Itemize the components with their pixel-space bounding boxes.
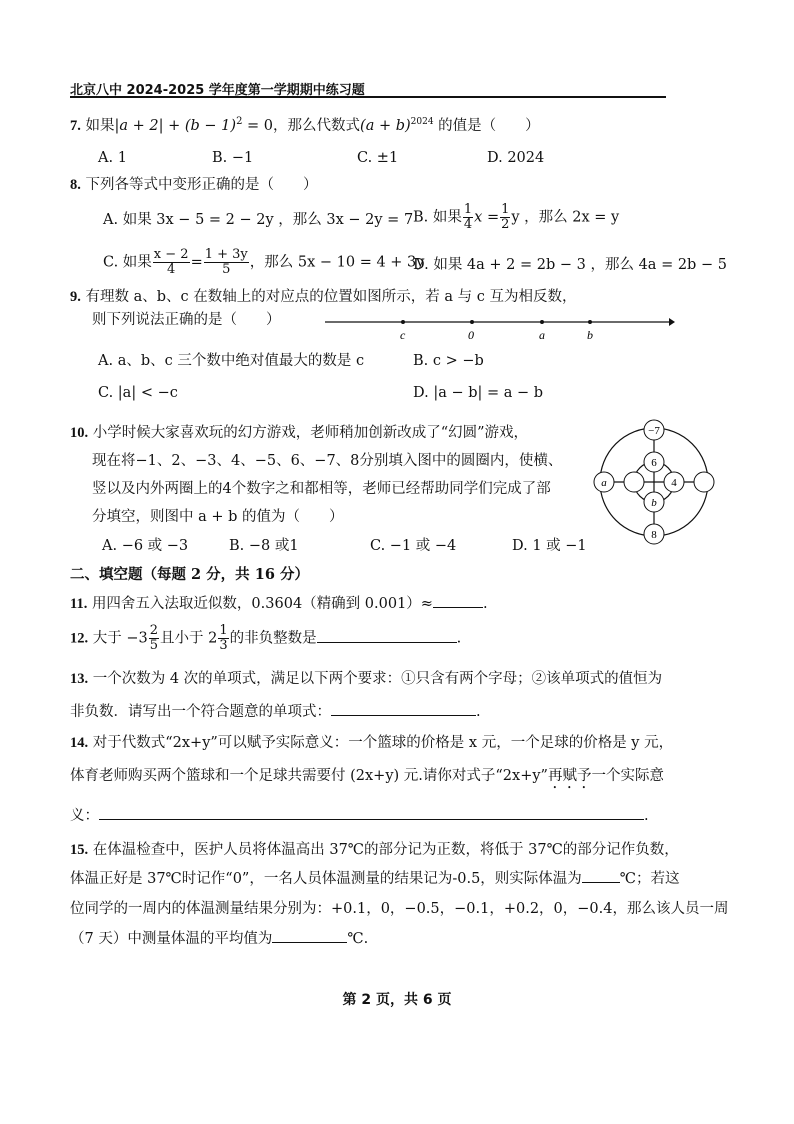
circle-right: [694, 472, 714, 492]
q7-stem: [70, 112, 540, 136]
q8-option-d: D. 如果 4a + 2 = 2b − 3 ，那么 4a = 2b − 5: [413, 257, 727, 273]
q8-stem: [70, 175, 317, 195]
page-footer: 第 2 页，共 6 页: [342, 992, 452, 1008]
q8-b-post: y ，那么 2x = y: [511, 209, 620, 226]
point-c: [401, 320, 405, 324]
q8-b-frac1-num: 1: [463, 202, 473, 217]
q13-answer-blank[interactable]: [331, 715, 476, 716]
q8-option-b: [413, 203, 619, 232]
q15-text4b: ℃.: [347, 931, 369, 947]
q10-line3: 竖以及内外两圈上的4个数字之和都相等，老师已经帮助同学们完成了部: [92, 481, 551, 497]
q14-line3: [70, 806, 649, 826]
q8-b-frac2-den: 2: [501, 217, 510, 232]
q8-c-frac2-num: 1 + 3y: [204, 247, 248, 262]
q7-text-b: = 0，那么代数式: [242, 117, 361, 134]
q13-number: 13.: [70, 671, 89, 687]
q9-option-b: B. c > −b: [413, 353, 484, 369]
section2-title: 二、填空题（每题 2 分，共 16 分）: [70, 566, 309, 583]
q8-c-eq: =: [190, 254, 203, 271]
q9-line2: 则下列说法正确的是（ ）: [92, 312, 281, 328]
q12-post: 的非负整数是: [229, 630, 317, 647]
q7-text-c: 的值是（ ）: [433, 117, 540, 134]
q8-b-pre: B. 如果: [413, 209, 462, 226]
q8-b-frac1: [463, 203, 473, 232]
label-b: b: [587, 328, 593, 342]
circle-inner-left: [624, 472, 644, 492]
q8-c-frac1-num: x − 2: [153, 247, 189, 262]
q7-number: 7.: [70, 117, 81, 134]
q12-frac1-den: 5: [149, 638, 158, 653]
q12-frac1-num: 2: [149, 623, 158, 638]
circle-top-value: −7: [648, 425, 660, 437]
circle-bottom-value: 8: [651, 529, 657, 541]
q12-mid: 且小于 2: [160, 630, 218, 647]
q7-option-a: A. 1: [98, 150, 127, 166]
q8-c-frac1: [153, 248, 190, 277]
q10-option-c: C. −1 或 −4: [370, 538, 457, 554]
q12-answer-blank[interactable]: [317, 642, 457, 643]
q12-frac2: [218, 624, 228, 653]
q11-answer-blank[interactable]: [433, 607, 483, 608]
q7-option-b: B. −1: [212, 150, 254, 166]
page-header: 北京八中 2024-2025 学年度第一学期期中练习题: [70, 83, 365, 98]
q15-answer-blank-2[interactable]: [272, 942, 347, 943]
q7-exponent: 2024: [410, 117, 434, 127]
q10-line2: 现在将−1、2、−3、4、−5、6、−7、8分别填入图中的圆圈内，使横、: [92, 453, 563, 469]
point-b: [588, 320, 592, 324]
point-0: [470, 320, 474, 324]
q15-line2: [70, 869, 680, 889]
q7-expr: (a + b): [360, 117, 411, 134]
q13-text1: 一个次数为 4 次的单项式，满足以下两个要求：①只含有两个字母；②该单项式的值恒为: [92, 671, 663, 687]
q14-end: .: [644, 808, 649, 824]
q12-end: .: [456, 630, 462, 647]
axis-arrow: [669, 318, 675, 326]
q10-line4: 分填空，则图中 a + b 的值为（ ）: [92, 509, 344, 525]
q14-text2c: 一个实际意: [591, 768, 664, 784]
q14-line2: [70, 766, 664, 792]
q15-line1: [70, 840, 679, 860]
q8-b-frac1-den: 4: [463, 217, 473, 232]
q14-text2a: 体育老师购买两个篮球和一个足球共需要付 (2x+y) 元.请你对式子“2x+y”: [70, 768, 548, 784]
q9-stem: [70, 287, 576, 307]
q10-option-b: B. −8 或1: [229, 538, 299, 554]
q13-end: .: [476, 704, 481, 720]
point-a: [540, 320, 544, 324]
q12-pre: 大于 −3: [92, 630, 148, 647]
q13-line1: [70, 669, 662, 689]
q15-line3: 位同学的一周内的体温测量结果分别为：+0.1，0，−0.5，−0.1，+0.2，0，−0.4，那么该人员一周: [70, 901, 729, 917]
label-a: a: [539, 328, 545, 342]
q7-option-d: D. 2024: [487, 150, 545, 166]
q10-text1: 小学时候大家喜欢玩的幻方游戏，老师稍加创新改成了“幻圆”游戏，: [92, 425, 529, 441]
q8-b-frac2: [500, 203, 510, 232]
q8-c-frac2-den: 5: [222, 262, 231, 277]
q11-text: 用四舍五入法取近似数，0.3604（精确到 0.001）≈: [91, 596, 433, 612]
q13-text2: 非负数．请写出一个符合题意的单项式：: [70, 704, 331, 720]
q12-frac1: [149, 624, 159, 653]
q8-text: 下列各等式中变形正确的是（ ）: [85, 177, 318, 193]
q8-option-c: [103, 248, 424, 277]
q10-option-d: D. 1 或 −1: [512, 538, 587, 554]
q15-text1: 在体温检查中，医护人员将体温高出 37℃的部分记为正数，将低于 37℃的部分记作负数，: [92, 842, 679, 858]
q15-number: 15.: [70, 842, 89, 858]
circle-inner-bottom-value: b: [651, 497, 657, 509]
q14-answer-blank[interactable]: [99, 819, 644, 820]
q8-b-mid: x =: [474, 209, 500, 226]
q8-c-pre: C. 如果: [103, 254, 152, 271]
q9-number-line: [325, 312, 675, 348]
q7-abs-expr: |a + 2| + (b − 1): [114, 117, 237, 134]
q10-option-a: A. −6 或 −3: [102, 538, 189, 554]
circle-left-value: a: [601, 477, 607, 489]
circle-inner-right-value: 4: [671, 477, 677, 489]
q10-number: 10.: [70, 425, 89, 441]
q9-line1: 有理数 a、b、c 在数轴上的对应点的位置如图所示，若 a 与 c 互为相反数，: [85, 289, 577, 305]
q15-text2a: 体温正好是 37℃时记作“0”，一名人员体温测量的结果记为-0.5，则实际体温为: [70, 871, 582, 887]
q8-c-frac2: [204, 248, 249, 277]
q14-line1: [70, 733, 673, 753]
label-0: 0: [468, 328, 474, 342]
magic-circle-diagram: [590, 418, 720, 548]
q11-end: .: [482, 596, 488, 612]
q11: [70, 594, 488, 614]
q10-line1: [70, 423, 528, 443]
q12-number: 12.: [70, 630, 89, 647]
q9-option-d: D. |a − b| = a − b: [413, 385, 544, 401]
q12-frac2-den: 3: [219, 638, 228, 653]
q9-number: 9.: [70, 289, 81, 305]
q14-text1: 对于代数式“2x+y”可以赋予实际意义：一个篮球的价格是 x 元，一个足球的价格是 y 元，: [92, 735, 674, 751]
circle-inner-top-value: 6: [651, 457, 657, 469]
q14-number: 14.: [70, 735, 89, 751]
q15-answer-blank-1[interactable]: [582, 882, 620, 883]
q15-text4a: （7 天）中测量体温的平均值为: [70, 931, 273, 947]
header-rule: [70, 96, 666, 98]
q7-square: 2: [236, 116, 243, 127]
q9-option-a: A. a、b、c 三个数中绝对值最大的数是 c: [98, 353, 365, 369]
q8-number: 8.: [70, 177, 81, 193]
q12-frac2-num: 1: [219, 623, 228, 638]
q8-c-frac1-den: 4: [167, 262, 176, 277]
label-c: c: [400, 328, 406, 342]
q9-option-c: C. |a| < −c: [98, 385, 178, 401]
q7-text-a: 如果: [85, 117, 115, 134]
q8-b-frac2-num: 1: [501, 202, 510, 217]
q7-option-c: C. ±1: [357, 150, 399, 166]
q11-number: 11.: [70, 596, 88, 612]
q15-text2b: ℃；若这: [619, 871, 680, 887]
q13-line2: [70, 702, 481, 722]
q8-option-a: A. 如果 3x − 5 = 2 − 2y ，那么 3x − 2y = 7: [103, 212, 414, 228]
q15-line4: [70, 929, 368, 949]
q12: [70, 624, 461, 653]
q8-c-post: ，那么 5x − 10 = 4 + 3y: [249, 254, 425, 271]
q14-emphasis: 再赋予: [547, 768, 592, 784]
q14-text3: 义：: [70, 808, 99, 824]
